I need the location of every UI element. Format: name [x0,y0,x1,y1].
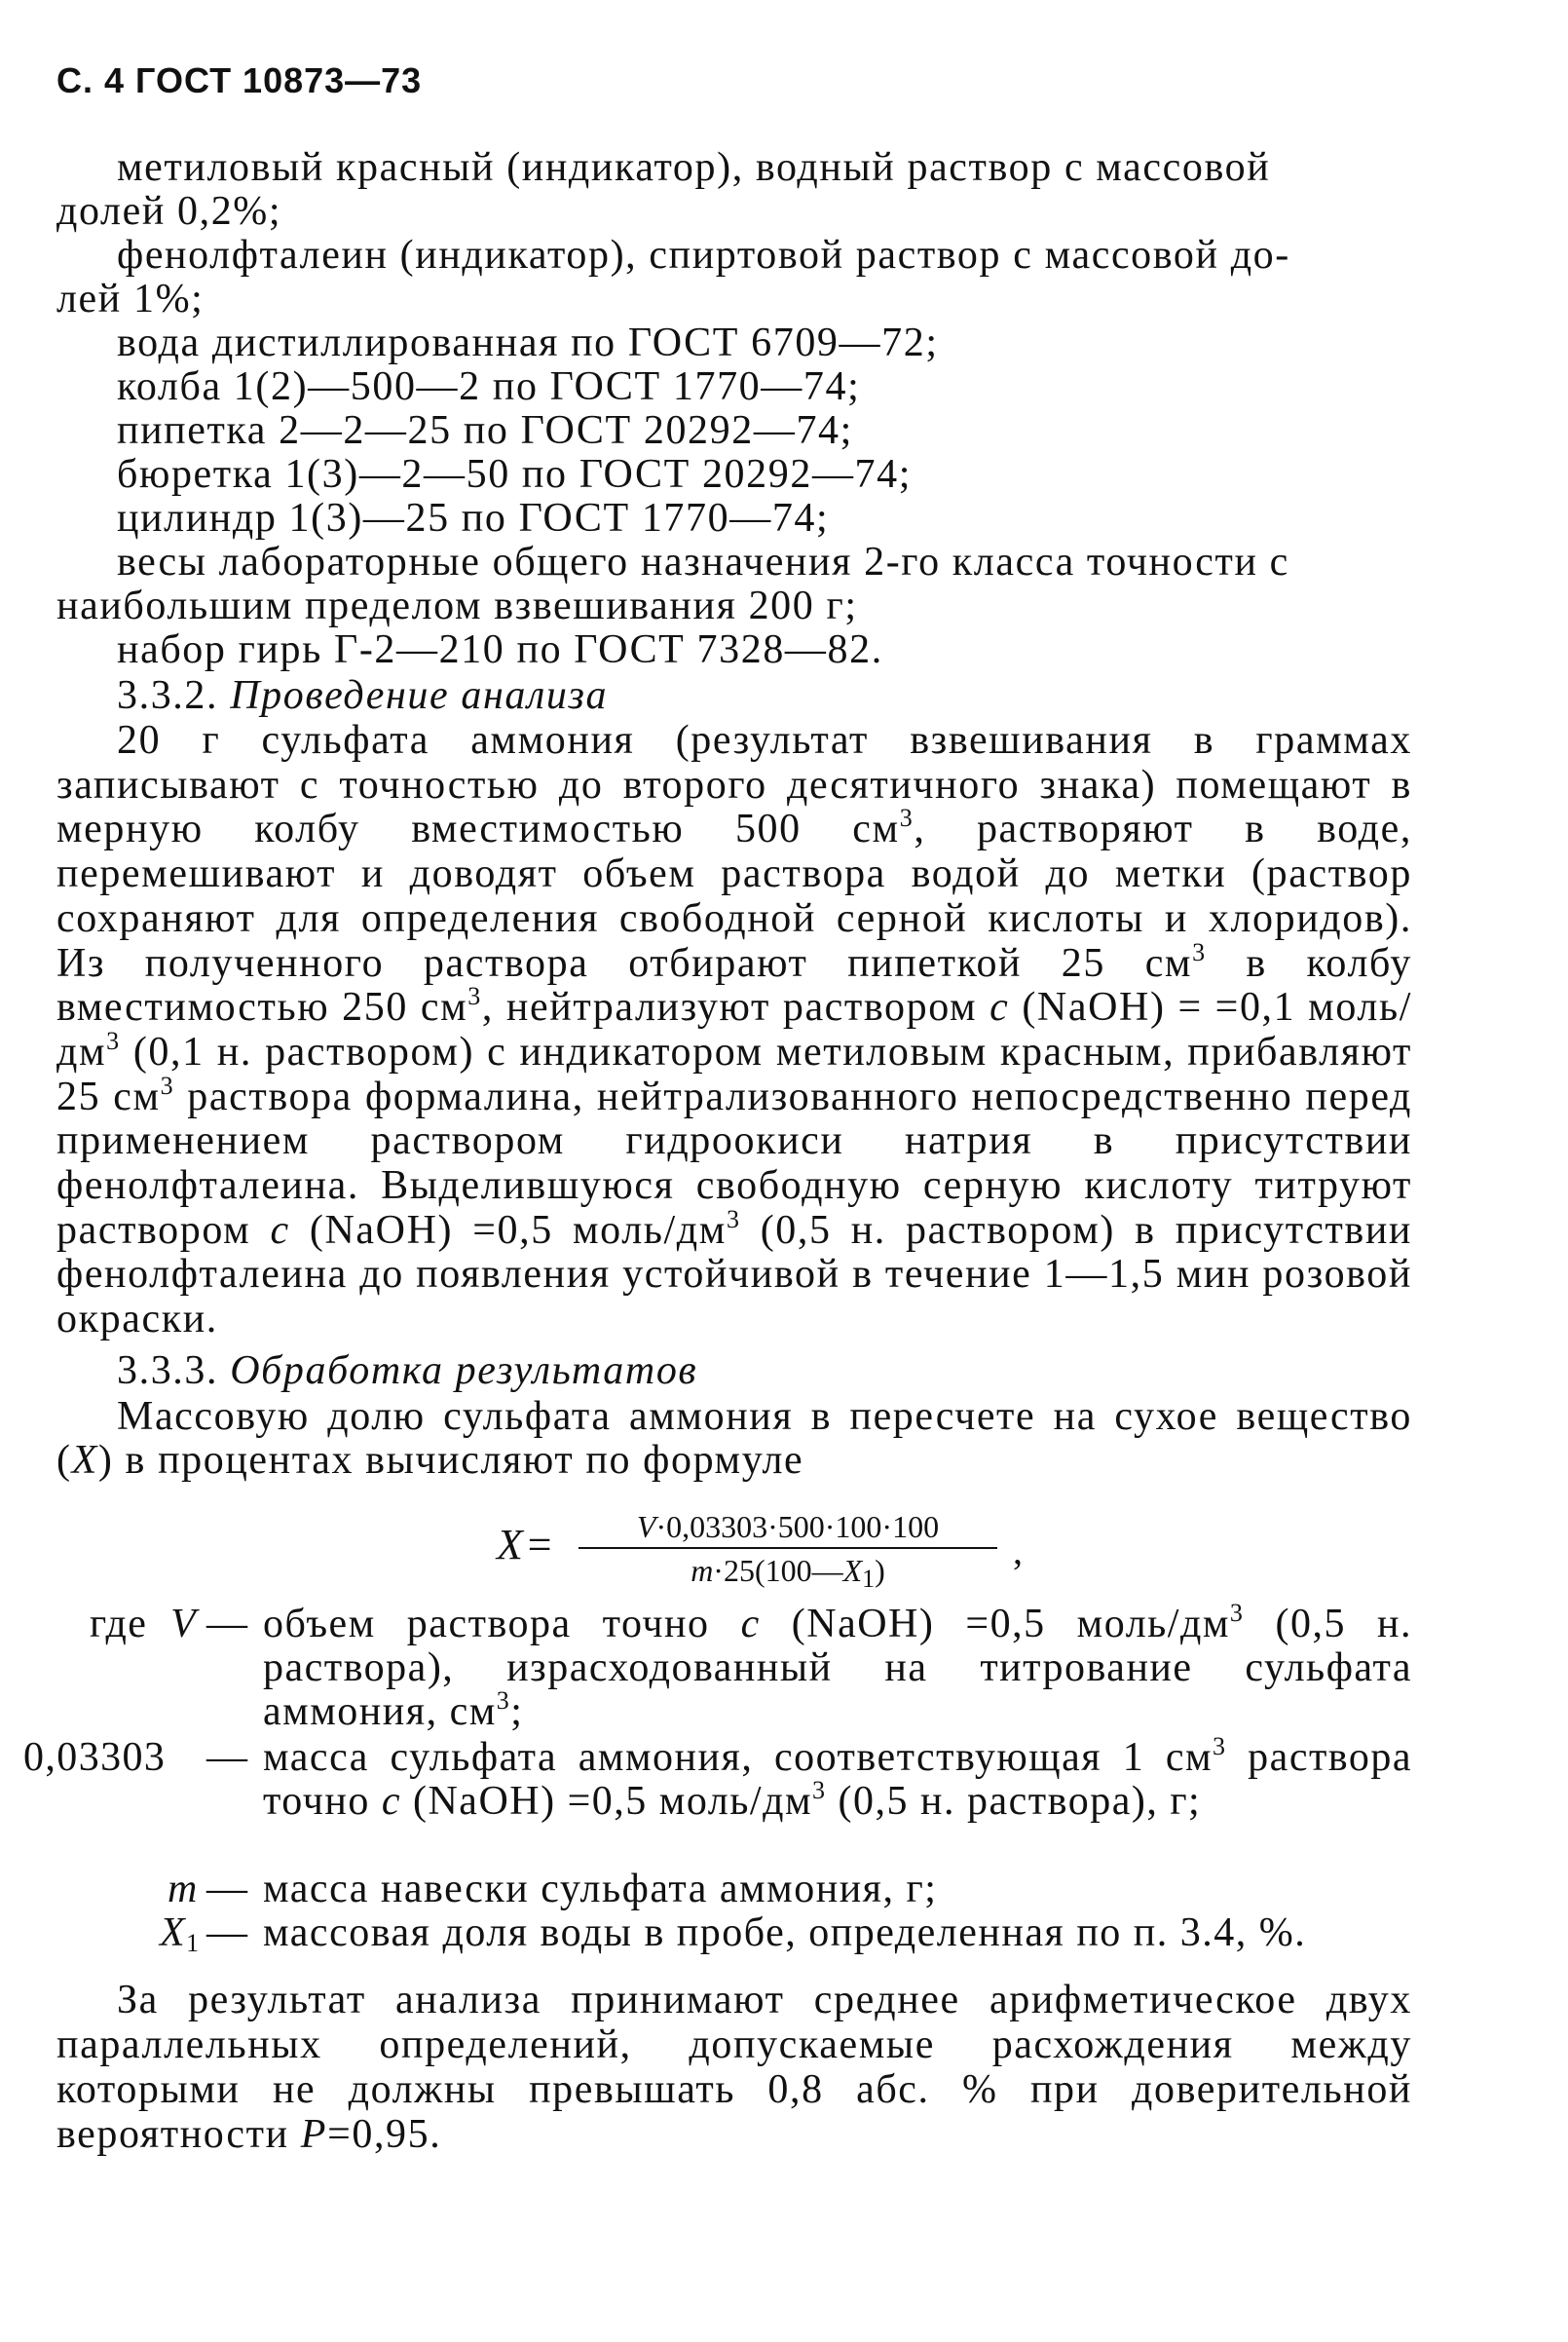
section-number: 3.3.3. [117,1348,219,1393]
reagent-methyl-red-cont: долей 0,2%; [56,189,282,234]
formula-comma: , [1013,1529,1023,1572]
section-title: Проведение анализа [230,673,609,718]
equipment-cylinder: цилиндр 1(3)—25 по ГОСТ 1770—74; [117,496,830,541]
analysis-paragraph: 20 г сульфата аммония (результат взвешивания в граммах записывают с точностью до второго десятичного знака) помещают в мерную колбу вместимостью 500 $см^3$, растворяют в воде, перемешивают и доводят объем раствора водой до метки (раствор сохраняют для определения свободной серной кислоты и хлоридов). Из полученного раствора отбирают пипеткой 25 $см^3$ в колбу вместимостью 250 $см^3$, нейтрализуют раствором c (NaOH) = =0,1 моль/$дм^3$ (0,1 н. раствором) с индикатором метиловым красным, прибавляют 25 $см^3$ раствора формалина, нейтрализованного непосредственно перед применением раствором гидроокиси натрия в присутствии фенолфталеина. Выделившуюся свободную серную кислоту титруют раствором c (NaOH) =0,5 моль/$дм^3$ (0,5 н. раствором) в присутствии фенолфталеина до появления устойчивой в течение 1—1,5 мин розовой окраски. [56,718,1412,1342]
document-page: С. 4 ГОСТ 10873—73 метиловый красный (индикатор), водный раствор с массовой долей 0,2%; фенолфталеин (индикатор), спиртовой раствор с массовой до- лей 1%; вода дистиллированная по ГОСТ 6709—72; колба 1(2)—500—2 по ГОСТ 1770—74; пипетка 2—2—25 по ГОСТ 20292—74; бюретка 1(3)—2—50 по ГОСТ 20292—74; цилиндр 1(3)—25 по ГОСТ 1770—74; весы лабораторные общего назначения 2-го класса точности с наибольшим пределом взвешивания 200 г; набор гирь Г-2—210 по ГОСТ 7328—82. 3.3.2. Проведение анализа 20 г сульфата аммония (результат взвешивания в граммах записывают с точностью до второго десятичного знака) помещают в мерную колбу вместимостью 500 $см^3$, растворяют в воде, перемешивают и доводят объем раствора водой до метки (раствор сохраняют для определения свободной серной кислоты и хлоридов). Из полученного раствора отбирают пипеткой 25 $см^3$ в колбу вместимостью 250 $см^3$, нейтрализуют раствором c (NaOH) = =0,1 моль/$дм^3$ (0,1 н. раствором) с индикатором метиловым красным, прибавляют 25 $см^3$ раствора формалина, нейтрализованного непосредственно перед применением раствором гидроокиси натрия в присутствии фенолфталеина. Выделившуюся свободную серную кислоту титруют раствором c (NaOH) =0,5 моль/$дм^3$ (0,5 н. раствором) в присутствии фенолфталеина до появления устойчивой в течение 1—1,5 мин розовой окраски. 3.3.3. Обработка результатов Массовую долю сульфата аммония в пересчете на сухое вещество (X) в процентах вычисляют по формуле X= V·0,03303·500·100·100 $m\cdot 25(100—X_1)$ , где V — объем раствора точно c (NaOH) =0,5 моль/$дм^3$ (0,5 н. раствора), израсходованный на титрование сульфата аммония, $см^3$; 0,03303 — масса сульфата аммония, соответствующая 1 $см^3$ раствора точно c (NaOH) =0,5 моль/$дм^3$ (0,5 н. раствора), г; m — масса навески сульфата аммония, г; $X_1$ — массовая доля воды в пробе, определенная по п. 3.4, %. За результат анализа принимают среднее арифметическое двух параллельных определений, допускаемые расхождения между которыми не должны превышать 0,8 абс. % при доверительной вероятности P=0,95. [23,60,1412,2157]
equipment-pipette: пипетка 2—2—25 по ГОСТ 20292—74; [117,408,853,453]
reagent-water: вода дистиллированная по ГОСТ 6709—72; [117,321,939,365]
equipment-weights: набор гирь Г-2—210 по ГОСТ 7328—82. [117,627,883,672]
section-number: 3.3.2. [117,673,219,718]
reagent-phenolphthalein-cont: лей 1%; [56,277,205,321]
equipment-scales: весы лабораторные общего назначения 2-го класса точности с [117,540,1289,585]
section-heading-332 [56,674,1412,718]
section-title: Обработка результатов [230,1348,698,1393]
equipment-flask: колба 1(2)—500—2 по ГОСТ 1770—74; [117,364,861,409]
formula [497,1508,1042,1593]
formula-denominator: $m\cdot 25(100—X_1)$ [691,1553,885,1593]
section-heading-333 [56,1349,1412,1393]
reagent-methyl-red: метиловый красный (индикатор), водный раствор с массовой [117,145,1271,190]
equipment-burette: бюретка 1(3)—2—50 по ГОСТ 20292—74; [117,452,913,497]
fraction-bar [579,1547,997,1549]
formula-fraction [579,1508,997,1593]
reagent-phenolphthalein: фенолфталеин (индикатор), спиртовой раствор с массовой до- [117,233,1290,278]
equipment-scales-cont: наибольшим пределом взвешивания 200 г; [56,584,858,628]
formula-lhs: X= [497,1521,556,1568]
page-header: С. 4 ГОСТ 10873—73 [56,60,423,100]
conclusion-paragraph: За результат анализа принимают среднее арифметическое двух параллельных определений, допускаемые расхождения между которыми не должны превышать 0,8 абс. % при доверительной вероятности P=0,95. [56,1978,1412,2157]
formula-numerator: V·0,03303·500·100·100 [636,1509,940,1544]
results-paragraph: Массовую долю сульфата аммония в пересчете на сухое вещество (X) в процентах вычисляют по формуле [56,1394,1412,1483]
